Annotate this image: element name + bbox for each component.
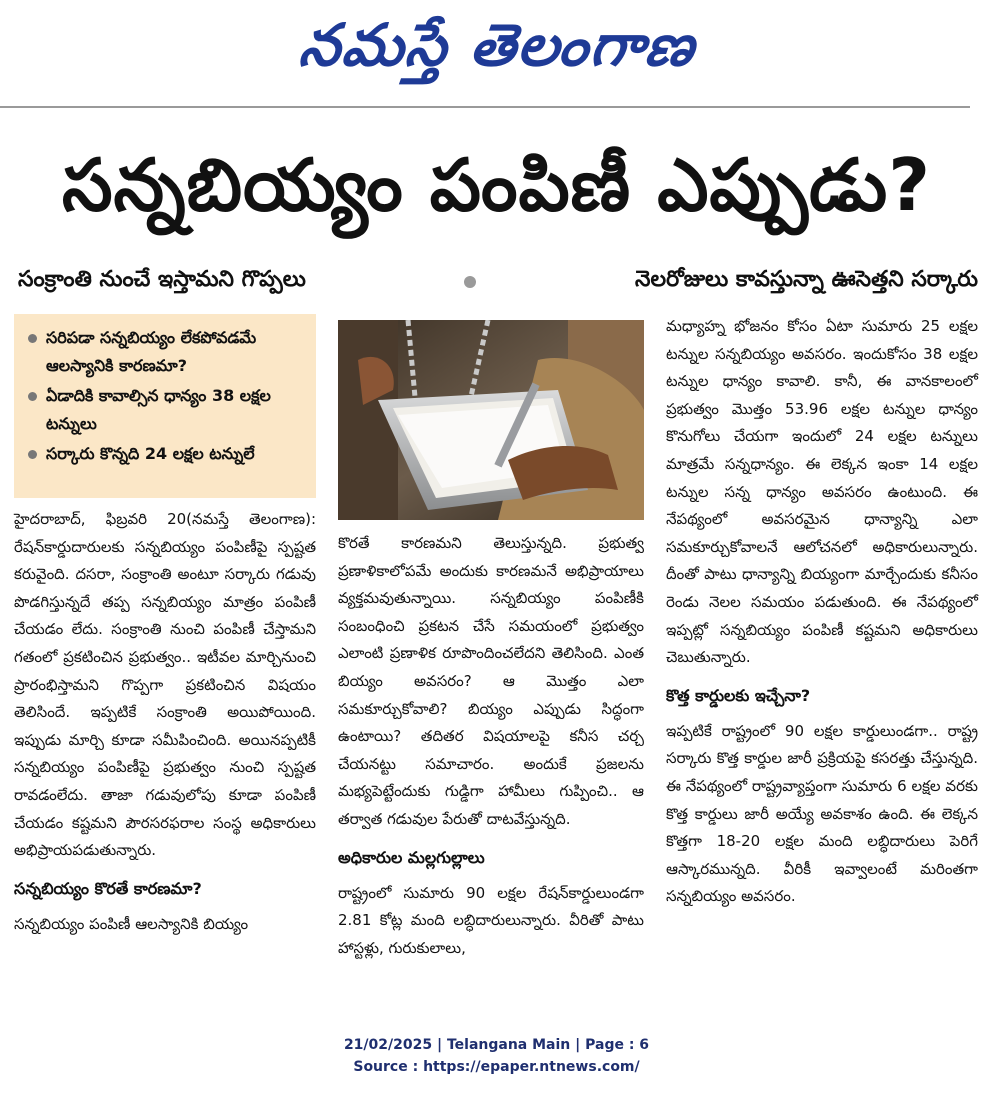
- subheadline: [18, 262, 978, 302]
- highlight-item: ఏడాదికి కావాల్సిన ధాన్యం 38 లక్షల టన్నులు: [26, 382, 308, 438]
- section-subtitle: సన్నబియ్యం కొరతే కారణమా?: [14, 878, 202, 898]
- highlight-item: సరిపడా సన్నబియ్యం లేకపోవడమే ఆలస్యానికి కారణమా?: [26, 324, 308, 380]
- highlight-item: సర్కారు కొన్నది 24 లక్షల టన్నులే: [26, 440, 308, 468]
- source-link[interactable]: Source : https://epaper.ntnews.com/: [353, 1059, 640, 1075]
- article-paragraph: కొరతే కారణమని తెలుస్తున్నది. ప్రభుత్వ ప్రణాళికాలోపమే అందుకు కారణమనే అభిప్రాయాలు వ్యక్తమవుతున్నాయి. సన్నబియ్యం పంపిణీకి సంబంధించి ప్రకటన చేసే సమయంలో ప్రభుత్వం ఎలాంటి ప్రణాళిక రూపొందించలేదని తెలిసింది. ఎంత బియ్యం అవసరం? ఆ మొత్తం ఎలా సమకూర్చుకోవాలి? బియ్యం ఎప్పుడు సిద్ధంగా ఉంటాయి? తదితర విషయాలపై కనీస చర్చ చేయనట్టు సమాచారం. అందుకే ప్రజలను మభ్యపెట్టేందుకు గుడ్డిగా హామీలు గుప్పించి.. ఆ తర్వాత గడువుల పేరుతో దాటవేస్తున్నది.: [338, 534, 644, 828]
- section-subtitle: కొత్త కార్డులకు ఇచ్చేనా?: [666, 685, 811, 705]
- article-paragraph: హైదరాబాద్, ఫిబ్రవరి 20(నమస్తే తెలంగాణ): రేషన్‌కార్డుదారులకు సన్నబియ్యం పంపిణీపై స్పష్టత కరువైంది. దసరా, సంక్రాంతి అంటూ సర్కారు గడువు పొడగిస్తున్నదే తప్ప సన్నబియ్యం మాత్రం పంపిణీ చేయడం లేదు. సంక్రాంతి నుంచి పంపిణీ చేస్తామని గతంలో ప్రకటించిన ప్రభుత్వం.. ఇటీవల మార్చినుంచి ప్రారంభిస్తామని గొప్పగా ప్రకటించిన విషయం తెలిసిందే. ఇప్పటికే సంక్రాంతి అయిపోయింది. ఇప్పుడు మార్చి కూడా సమీపించింది. అయినప్పటికీ సన్నబియ్యం పంపిణీపై ప్రభుత్వం నుంచి స్పష్టత రావడంలేదు. తాజా గడువులోపు కూడా పంపిణీ చేయడం కష్టమని పౌరసరఫరాల సంస్థ అధికారులు అభిప్రాయపడుతున్నారు.: [14, 510, 316, 860]
- rice-scale-photo: [338, 320, 644, 520]
- article-paragraph: ఇప్పటికే రాష్ట్రంలో 90 లక్షల కార్డులుండగా.. రాష్ట్ర సర్కారు కొత్త కార్డుల జారీ ప్రక్రియపై కసరత్తు చేస్తున్నది. ఈ నేపథ్యంలో రాష్ట్రవ్యాప్తంగా సుమారు 6 లక్షల వరకు కొత్త కార్డులు జారీ అయ్యే అవకాశం ఉంది. ఈ లెక్కన కొత్తగా 18-20 లక్షల మంది లబ్ధిదారులు పెరిగే ఆస్కారమున్నది. వీరికీ ఇవ్వాలంటే మరింతగా సన్నబియ్యం అవసరం.: [666, 721, 978, 906]
- article-paragraph: రాష్ట్రంలో సుమారు 90 లక్షల రేషన్‌కార్డులుండగా 2.81 కోట్ల మంది లబ్ధిదారులున్నారు. వీరితో పాటు హాస్టళ్లు, గురుకులాలు,: [338, 883, 644, 957]
- bullet-icon: [464, 276, 476, 288]
- article-column-1: [14, 506, 316, 938]
- article-column-2: [338, 530, 644, 962]
- article-column-3: [666, 313, 978, 911]
- masthead-divider: [0, 106, 970, 108]
- subhead-left: సంక్రాంతి నుంచే ఇస్తామని గొప్పలు: [18, 267, 306, 292]
- article-paragraph: సన్నబియ్యం పంపిణీ ఆలస్యానికి బియ్యం: [14, 914, 249, 933]
- headline: సన్నబియ్యం పంపిణీ ఎప్పుడు?: [62, 143, 931, 227]
- photo-illustration: [338, 320, 644, 520]
- article-paragraph: మధ్యాహ్న భోజనం కోసం ఏటా సుమారు 25 లక్షల టన్నుల సన్నబియ్యం అవసరం. ఇందుకోసం 38 లక్షల టన్నుల ధాన్యం కావాలి. కానీ, ఈ వానకాలంలో ప్రభుత్వం మొత్తం 53.96 లక్షల టన్నుల ధాన్యం కొనుగోలు చేయగా ఇందులో 24 లక్షల టన్నులు మాత్రమే సన్నధాన్యం. ఈ లెక్కన ఇంకా 14 లక్షల టన్నుల సన్న ధాన్యం అవసరం ఉంటుంది. ఈ నేపథ్యంలో అవసరమైన ధాన్యాన్ని ఎలా సమకూర్చుకోవాలనే ఆలోచనలో అధికారులున్నారు. దీంతో పాటు ధాన్యాన్ని బియ్యంగా మార్చేందుకు కనీసం రెండు నెలల సమయం పడుతుంది. ఈ నేపథ్యంలో ఇప్పట్లో సన్నబియ్యం పంపిణీ కష్టమని అధికారులు చెబుతున్నారు.: [666, 317, 978, 667]
- masthead: [0, 0, 993, 104]
- subhead-right: నెలరోజులు కావస్తున్నా ఊసెత్తని సర్కారు: [635, 267, 978, 292]
- highlights-box: [14, 314, 316, 498]
- page-footer: [0, 1034, 993, 1078]
- newspaper-logo: నమస్తే తెలంగాణ: [295, 10, 699, 79]
- section-subtitle: అధికారుల మల్లగుల్లాలు: [338, 847, 485, 867]
- edition-info: 21/02/2025 | Telangana Main | Page : 6: [343, 1037, 650, 1053]
